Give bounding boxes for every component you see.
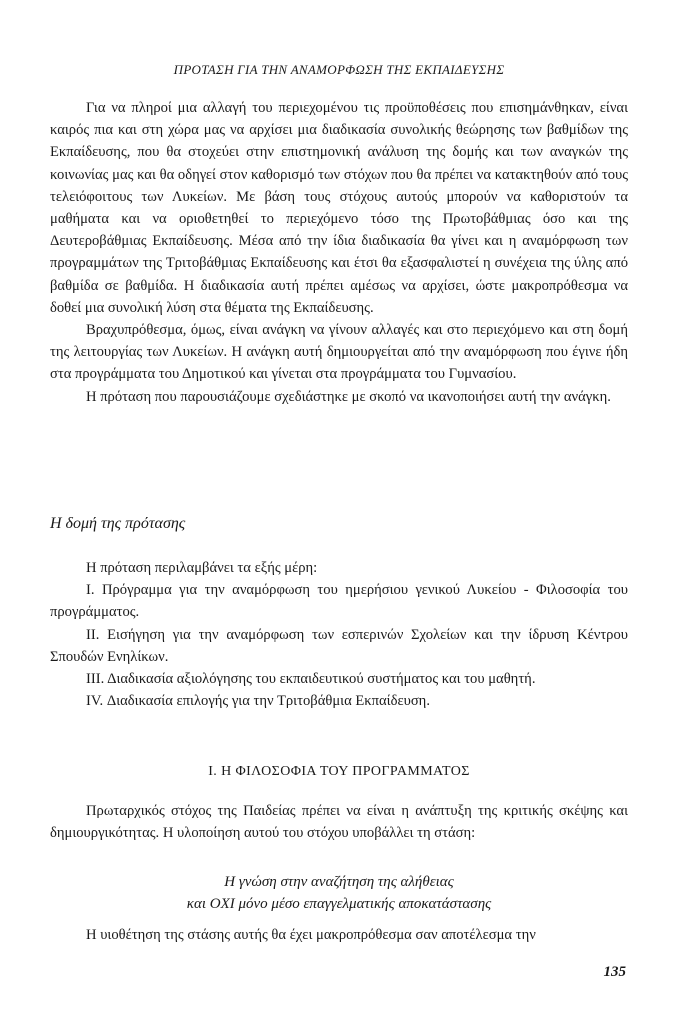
structure-item-4: ΙV. Διαδικασία επιλογής για την Τριτοβάθμια Εκπαίδευση.: [86, 693, 430, 710]
chapter-heading: Ι. Η ΦΙΛΟΣΟΦΙΑ ΤΟΥ ΠΡΟΓΡΑΜΜΑΤΟΣ: [208, 764, 470, 779]
structure-item-1: Ι. Πρόγραμμα για την αναμόρφωση του ημερήσιου γενικού Λυκείου - Φιλοσοφία του προγράμματος.: [50, 582, 628, 621]
structure-item-2: ΙΙ. Εισήγηση για την αναμόρφωση των εσπερινών Σχολείων και την ίδρυση Κέντρου Σπουδών Ενηλίκων.: [50, 626, 628, 665]
final-section: [50, 924, 628, 946]
emphasized-quote: [50, 871, 628, 915]
chapter-paragraph: Πρωταρχικός στόχος της Παιδείας πρέπει να είναι η ανάπτυξη της κριτικής σκέψης και δημιουργικότητας. Η υλοποίηση αυτού του στόχου υποβάλλει τη στάση:: [50, 803, 628, 842]
page-number: 135: [603, 964, 626, 980]
chapter-section: [50, 800, 628, 844]
final-paragraph: Η υιοθέτηση της στάσης αυτής θα έχει μακροπρόθεσμα σαν αποτέλεσμα την: [86, 927, 536, 943]
running-header: ΠΡΟΤΑΣΗ ΓΙΑ ΤΗΝ ΑΝΑΜΟΡΦΩΣΗ ΤΗΣ ΕΚΠΑΙΔΕΥΣΗΣ: [173, 62, 505, 77]
intro-paragraph-3: Η πρόταση που παρουσιάζουμε σχεδιάστηκε με σκοπό να ικανοποιήσει αυτή την ανάγκη.: [86, 388, 611, 405]
quote-line-2: και ΟΧΙ μόνο μέσο επαγγελματικής αποκατάστασης: [186, 896, 492, 912]
structure-item-3: ΙΙΙ. Διαδικασία αξιολόγησης του εκπαιδευτικού συστήματος και του μαθητή.: [86, 671, 536, 688]
structure-intro: Η πρόταση περιλαμβάνει τα εξής μέρη:: [86, 560, 318, 576]
intro-paragraph-2: Βραχυπρόθεσμα, όμως, είναι ανάγκη να γίνουν αλλαγές και στο περιεχόμενο και στη δομή της λειτουργίας των Λυκείων. Η ανάγκη αυτή δημιουργείται από την αναμόρφωση που έγινε ήδη στα προγράμματα του Δημοτικού και γίνεται στα προγράμματα του Γυμνασίου.: [50, 322, 628, 383]
intro-paragraph-1: Για να πληροί μια αλλαγή του περιεχομένου τις προϋποθέσεις που επισημάνθηκαν, είναι καιρός πια και στη χώρα μας να αρχίσει μια διαδικασία συνολικής θεώρησης των βαθμίδων της Εκπαίδευσης, που θα στοχεύει στην επιστημονική ανάλυση της δομής και των αναγκών της κοινωνίας μας και θα οδηγεί στον καθορισμό των στόχων που θα πρέπει να κατακτηθούν από τους τελειόφοιτους των Λυκείων. Με βάση τους στόχους αυτούς μπορούν να καθοριστούν τα μαθήματα και να οριοθετηθεί το περιεχόμενο τόσο της Πρωτοβάθμιας όσο και της Δευτεροβάθμιας Εκπαίδευσης. Μέσα από την ίδια διαδικασία θα γίνει και η αναμόρφωση των προγραμμάτων της Τριτοβάθμιας Εκπαίδευσης και έτσι θα εξασφαλιστεί η συνέχεια της ύλης από βαθμίδα σε βαθμίδα. Η διαδικασία αυτή πρέπει αμέσως να αρχίσει, ώστε μακροπρόθεσμα να δοθεί μια συνολική λύση στα θέματα της Εκπαίδευσης.: [50, 100, 628, 316]
structure-list: [50, 557, 628, 712]
quote-line-1: Η γνώση στην αναζήτηση της αλήθειας: [224, 874, 454, 890]
structure-heading: Η δομή της πρότασης: [50, 515, 186, 532]
intro-section: [50, 97, 628, 408]
document-page: [50, 0, 628, 1024]
